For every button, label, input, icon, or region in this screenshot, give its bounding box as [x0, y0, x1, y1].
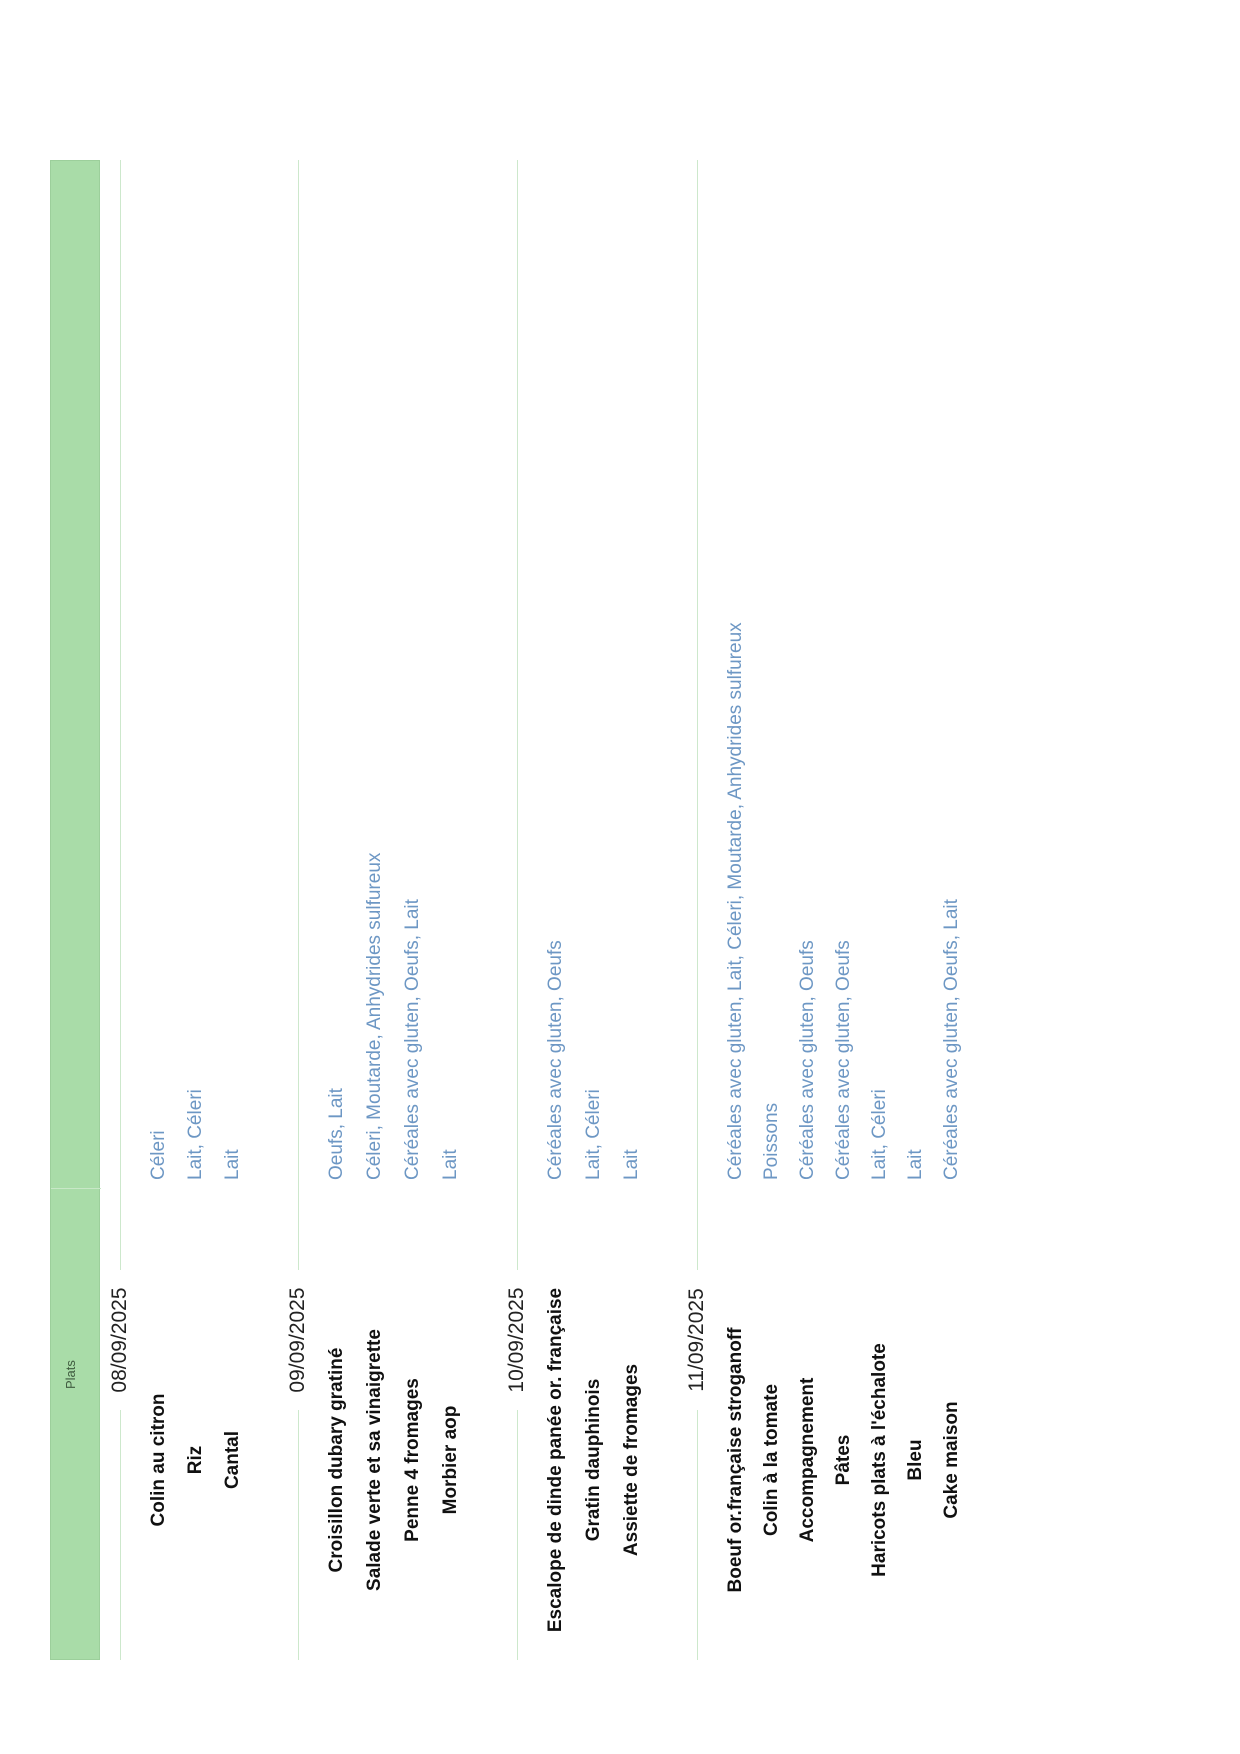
dish-name: Croisillon dubary gratiné	[326, 1347, 347, 1573]
allergen-list: Lait	[440, 1149, 461, 1180]
table-row	[621, 160, 661, 1660]
allergen-list: Céréales avec gluten, Lait, Céleri, Moutarde, Anhydrides sulfureux	[725, 622, 746, 1180]
dish-name: Cantal	[222, 1430, 243, 1490]
allergen-list: Lait	[905, 1149, 926, 1180]
allergen-list: Oeufs, Lait	[326, 1088, 347, 1180]
day-date: 11/09/2025	[685, 1270, 711, 1410]
table-row	[440, 160, 480, 1660]
table-row	[761, 160, 801, 1660]
table-header	[50, 160, 100, 1660]
dish-name: Escalope de dinde panée or. française	[545, 1287, 566, 1633]
dish-name: Colin au citron	[148, 1393, 169, 1527]
dish-name: Boeuf or.française stroganoff	[725, 1327, 746, 1593]
dish-name: Gratin dauphinois	[583, 1378, 604, 1542]
allergen-list: Poissons	[761, 1102, 782, 1180]
day-divider	[697, 160, 698, 1660]
dish-name: Colin à la tomate	[761, 1383, 782, 1537]
table-row	[185, 160, 225, 1660]
table-row	[869, 160, 909, 1660]
allergen-list: Céleri, Moutarde, Anhydrides sulfureux	[364, 852, 385, 1180]
menu-allergen-table	[50, 160, 1020, 1660]
allergen-list: Céréales avec gluten, Oeufs, Lait	[402, 899, 423, 1180]
day-date: 09/09/2025	[286, 1270, 312, 1410]
day-divider	[120, 160, 121, 1660]
table-row	[222, 160, 262, 1660]
dish-name: Bleu	[905, 1439, 926, 1481]
allergen-list: Lait	[222, 1149, 243, 1180]
allergen-list: Lait	[621, 1149, 642, 1180]
table-row	[833, 160, 873, 1660]
dish-name: Salade verte et sa vinaigrette	[364, 1329, 385, 1591]
day-divider	[298, 160, 299, 1660]
header-label-plats: Plats	[63, 1360, 78, 1389]
table-row	[941, 160, 981, 1660]
dish-name: Haricots plats à l'échalote	[869, 1343, 890, 1577]
header-divider	[51, 1188, 101, 1189]
allergen-list: Céréales avec gluten, Oeufs, Lait	[941, 899, 962, 1180]
day-date: 10/09/2025	[505, 1270, 531, 1410]
allergen-list: Céréales avec gluten, Oeufs	[797, 940, 818, 1180]
table-row	[148, 160, 188, 1660]
allergen-list: Lait, Céleri	[583, 1089, 604, 1180]
day-date: 08/09/2025	[108, 1270, 134, 1410]
dish-name: Morbier aop	[440, 1405, 461, 1515]
table-row	[545, 160, 585, 1660]
table-row	[402, 160, 442, 1660]
dish-name: Cake maison	[941, 1401, 962, 1519]
table-row	[905, 160, 945, 1660]
allergen-list: Lait, Céleri	[869, 1089, 890, 1180]
table-row	[583, 160, 623, 1660]
dish-name: Pâtes	[833, 1434, 854, 1486]
allergen-list: Céréales avec gluten, Oeufs	[833, 940, 854, 1180]
table-row	[326, 160, 366, 1660]
table-row	[364, 160, 404, 1660]
dish-name: Assiette de fromages	[621, 1363, 642, 1557]
allergen-list: Céleri	[148, 1130, 169, 1180]
dish-name: Accompagnement	[797, 1377, 818, 1543]
table-row	[725, 160, 765, 1660]
allergen-list: Lait, Céleri	[185, 1089, 206, 1180]
day-divider	[517, 160, 518, 1660]
table-row	[797, 160, 837, 1660]
dish-name: Riz	[185, 1445, 206, 1475]
allergen-list: Céréales avec gluten, Oeufs	[545, 940, 566, 1180]
dish-name: Penne 4 fromages	[402, 1378, 423, 1542]
